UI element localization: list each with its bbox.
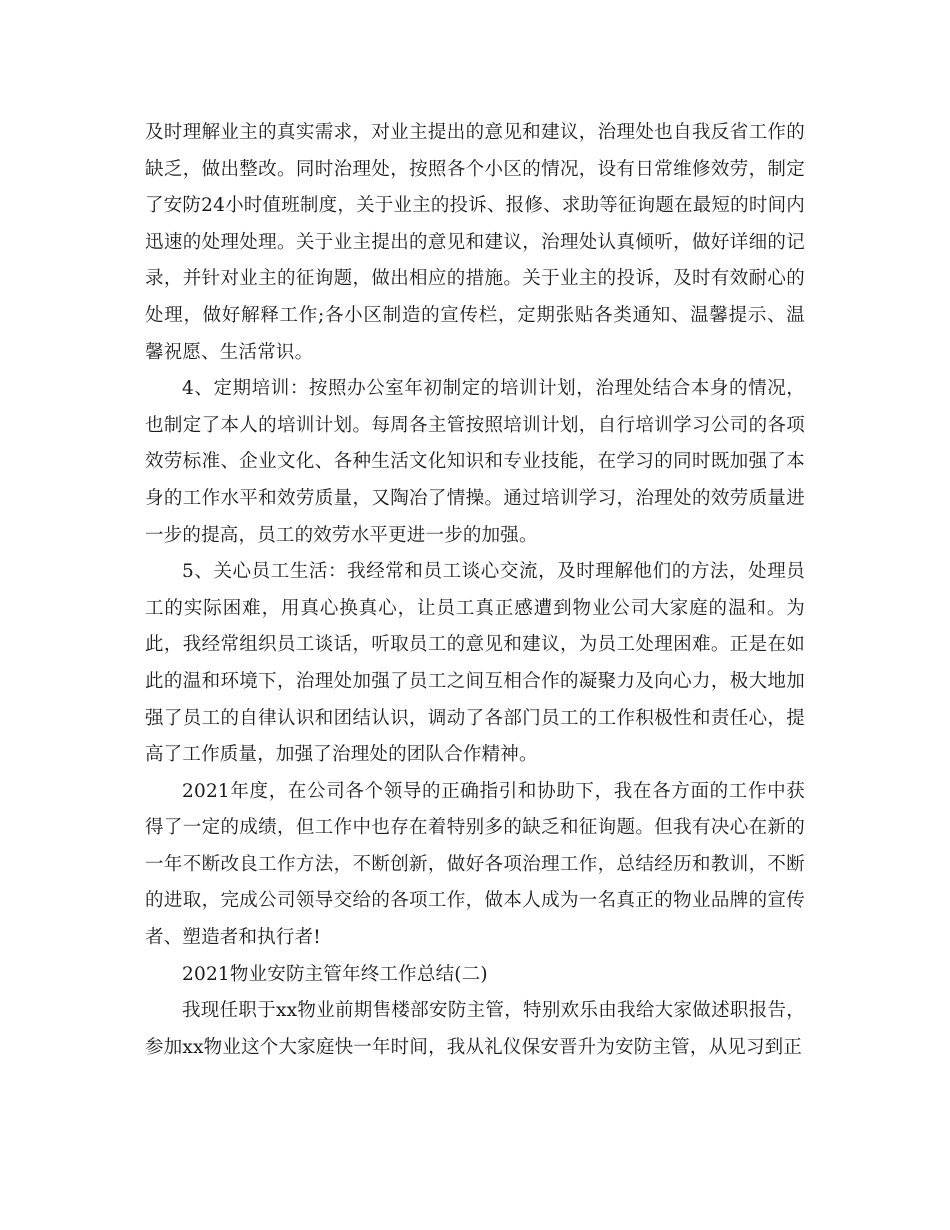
paragraph-staff-care: 5、关心员工生活：我经常和员工谈心交流，及时理解他们的方法，处理员工的实际困难，用真心换真心，让员工真正感遭到物业公司大家庭的温和。为此，我经常组织员工谈话，听取员工的意见和建议，为员工处理困难。正是在如此的温和环境下，治理处加强了员工之间互相合作的凝聚力及向心力，极大地加强了员工的自律认识和团结认识，调动了各部门员工的工作积极性和责任心，提高了工作质量，加强了治理处的团队合作精神。: [145, 561, 805, 766]
section-heading: 2021物业安防主管年终工作总结(二): [182, 963, 488, 985]
paragraph-report-intro: 我现任职于xx物业前期售楼部安防主管，特别欢乐由我给大家做述职报告，参加xx物业这个大家庭快一年时间，我从礼仪保安晋升为安防主管，从见习到正: [145, 1000, 805, 1058]
paragraph-training: 4、定期培训：按照办公室年初制定的培训计划，治理处结合本身的情况，也制定了本人的培训计划。每周各主管按照培训计划，自行培训学习公司的各项效劳标准、企业文化、各种生活文化知识和专业技能，在学习的同时既加强了本身的工作水平和效劳质量，又陶冶了情操。通过培训学习，治理处的效劳质量进一步的提高，员工的效劳水平更进一步的加强。: [145, 378, 805, 546]
document-body: [145, 115, 805, 1066]
paragraph-annual-summary: 2021年度，在公司各个领导的正确指引和协助下，我在各方面的工作中获得了一定的成绩，但工作中也存在着特别多的缺乏和征询题。但我有决心在新的一年不断改良工作方法，不断创新，做好各项治理工作，总结经历和教训，不断的进取，完成公司领导交给的各项工作，做本人成为一名真正的物业品牌的宣传者、塑造者和执行者!: [145, 780, 805, 949]
paragraph-continued: 及时理解业主的真实需求，对业主提出的意见和建议，治理处也自我反省工作的缺乏，做出整改。同时治理处，按照各个小区的情况，设有日常维修效劳，制定了安防24小时值班制度，关于业主的投诉、报修、求助等征询题在最短的时间内迅速的处理处理。关于业主提出的意见和建议，治理处认真倾听，做好详细的记录，并针对业主的征询题，做出相应的措施。关于业主的投诉，及时有效耐心的处理，做好解释工作;各小区制造的宣传栏，定期张贴各类通知、温馨提示、温馨祝愿、生活常识。: [145, 122, 805, 363]
